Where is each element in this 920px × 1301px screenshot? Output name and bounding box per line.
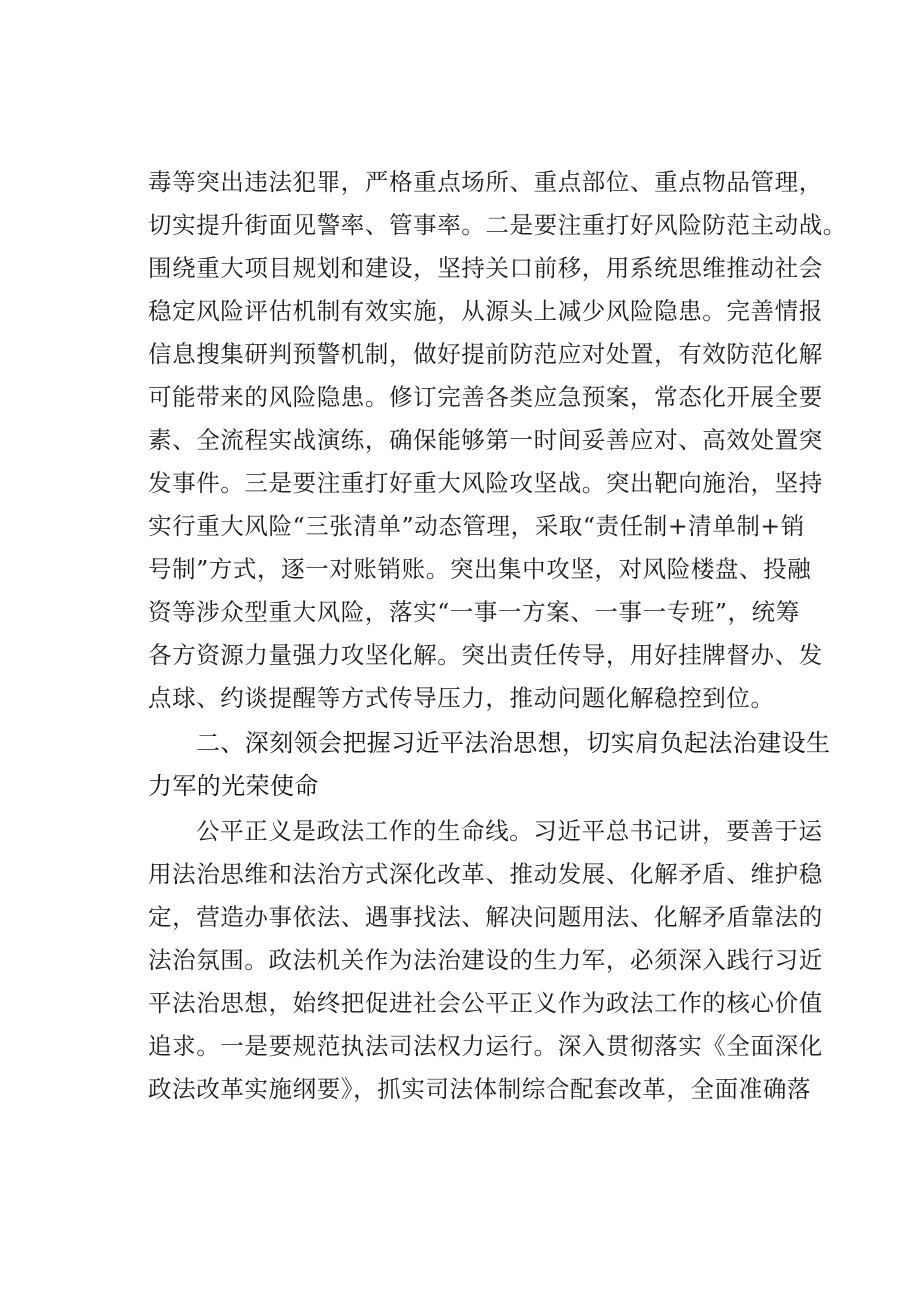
text-line: 稳定风险评估机制有效实施，从源头上减少风险隐患。完善情报 <box>148 297 823 325</box>
heading-line: 力军的光荣使命 <box>148 772 319 800</box>
heading-line: 二、深刻领会把握习近平法治思想，切实肩负起法治建设生 <box>196 729 831 757</box>
text-line: 发事件。三是要注重打好重大风险攻坚战。突出靶向施治，坚持 <box>148 469 823 497</box>
text-line: 可能带来的风险隐患。修订完善各类应急预案，常态化开展全要 <box>148 383 823 411</box>
text-line: 用法治思维和法治方式深化改革、推动发展、化解矛盾、维护稳 <box>148 860 823 888</box>
text-line: 政法改革实施纲要》，抓实司法体制综合配套改革，全面准确落 <box>148 1075 812 1103</box>
text-line: 法治氛围。政法机关作为法治建设的生力军，必须深入践行习近 <box>148 946 823 974</box>
text-line: 围绕重大项目规划和建设，坚持关口前移，用系统思维推动社会 <box>148 254 823 282</box>
text-line: 点球、约谈提醒等方式传导压力，推动问题化解稳控到位。 <box>148 684 775 712</box>
text-line: 切实提升街面见警率、管事率。二是要注重打好风险防范主动战。 <box>148 211 847 239</box>
text-line: 素、全流程实战演练，确保能够第一时间妥善应对、高效处置突 <box>148 426 823 454</box>
text-line: 定，营造办事依法、遇事找法、解决问题用法、化解矛盾靠法的 <box>148 903 823 931</box>
text-line: 资等涉众型重大风险，落实“一事一方案、一事一专班”，统筹 <box>148 598 800 626</box>
text-line: 平法治思想，始终把促进社会公平正义作为政法工作的核心价值 <box>148 989 823 1017</box>
text-line: 毒等突出违法犯罪，严格重点场所、重点部位、重点物品管理， <box>148 168 823 196</box>
text-line: 公平正义是政法工作的生命线。习近平总书记讲，要善于运 <box>196 817 823 845</box>
text-line: 信息搜集研判预警机制，做好提前防范应对处置，有效防范化解 <box>148 340 823 368</box>
text-line: 追求。一是要规范执法司法权力运行。深入贯彻落实《全面深化 <box>148 1032 823 1060</box>
text-line: 号制”方式，逐一对账销账。突出集中攻坚，对风险楼盘、投融 <box>148 555 812 583</box>
text-line: 实行重大风险“三张清单”动态管理，采取“责任制+清单制+销 <box>148 512 805 540</box>
text-line: 各方资源力量强力攻坚化解。突出责任传导，用好挂牌督办、发 <box>148 641 823 669</box>
